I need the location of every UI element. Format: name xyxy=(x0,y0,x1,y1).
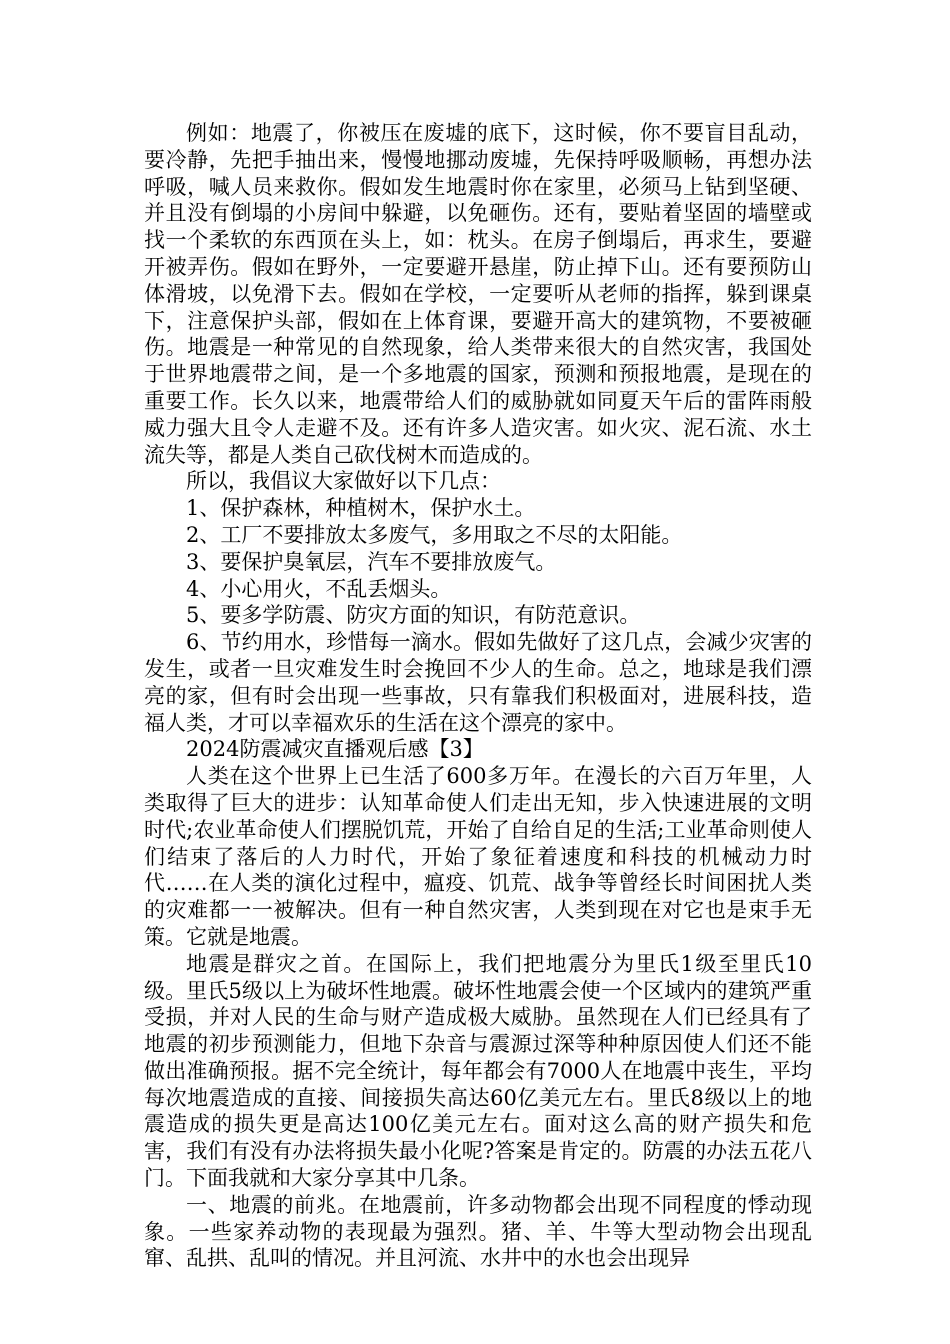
document-body xyxy=(144,120,812,1272)
paragraph-proposal-intro: 所以，我倡议大家做好以下几点： xyxy=(186,469,501,494)
list-item-3: 3、要保护臭氧层，汽车不要排放废气。 xyxy=(186,549,557,574)
list-item-5: 5、要多学防震、防灾方面的知识，有防范意识。 xyxy=(186,603,641,628)
section-heading: 2024防震减灾直播观后感【3】 xyxy=(186,737,484,762)
paragraph-earthquake-advice: 例如：地震了，你被压在废墟的底下，这时候，你不要盲目乱动，要冷静，先把手抽出来，慢慢地挪动废墟，先保持呼吸顺畅，再想办法呼吸，喊人员来救你。假如发生地震时你在家里，必须马上钻到坚硬、并且没有倒塌的小房间中躲避，以免砸伤。还有，要贴着坚固的墙壁或找一个柔软的东西顶在头上，如：枕头。在房子倒塌后，再求生，要避开被弄伤。假如在野外，一定要避开悬崖，防止掉下山。还有要预防山体滑坡，以免滑下去。假如在学校，一定要听从老师的指挥，躲到课桌下，注意保护头部，假如在上体育课，要避开高大的建筑物，不要被砸伤。地震是一种常见的自然现象，给人类带来很大的自然灾害，我国处于世界地震带之间，是一个多地震的国家，预测和预报地震，是现在的重要工作。长久以来，地震带给人们的威胁就如同夏天午后的雷阵雨般威力强大且令人走避不及。还有许多人造灾害。如火灾、泥石流、水土流失等，都是人类自己砍伐树木而造成的。 xyxy=(144,121,812,467)
paragraph-human-history: 人类在这个世界上已生活了600多万年。在漫长的六百万年里，人类取得了巨大的进步：认知革命使人们走出无知，步入快速进展的文明时代;农业革命使人们摆脱饥荒，开始了自给自足的生活;工业革命则使人们结束了落后的人力时代，开始了象征着速度和科技的机械动力时代……在人类的演化过程中，瘟疫、饥荒、战争等曾经长时间困扰人类的灾难都一一被解决。但有一种自然灾害，人类到现在对它也是束手无策。它就是地震。 xyxy=(144,764,812,949)
list-item-4: 4、小心用火，不乱丢烟头。 xyxy=(186,576,452,601)
paragraph-earthquake-scale: 地震是群灾之首。在国际上，我们把地震分为里氏1级至里氏10级。里氏5级以上为破坏性地震。破坏性地震会使一个区域内的建筑严重受损，并对人民的生命与财产造成极大威胁。虽然现在人们已经具有了地震的初步预测能力，但地下杂音与震源过深等种种原因使人们还不能做出准确预报。据不完全统计，每年都会有7000人在地震中丧生，平均每次地震造成的直接、间接损失高达60亿美元左右。里氏8级以上的地震造成的损失更是高达100亿美元左右。面对这么高的财产损失和危害，我们有没有办法将损失最小化呢?答案是肯定的。防震的办法五花八门。下面我就和大家分享其中几条。 xyxy=(144,951,812,1191)
paragraph-earthquake-precursors: 一、地震的前兆。在地震前，许多动物都会出现不同程度的悸动现象。一些家养动物的表现最为强烈。猪、羊、牛等大型动物会出现乱窜、乱拱、乱叫的情况。并且河流、水井中的水也会出现异 xyxy=(144,1192,812,1271)
list-item-1: 1、保护森林，种植树木，保护水土。 xyxy=(186,496,536,521)
list-item-2: 2、工厂不要排放太多废气，多用取之不尽的太阳能。 xyxy=(186,522,683,547)
list-item-6: 6、节约用水，珍惜每一滴水。假如先做好了这几点，会减少灾害的发生，或者一旦灾难发生时会挽回不少人的生命。总之，地球是我们漂亮的家，但有时会出现一些事故，只有靠我们积极面对，进展科技，造福人类，才可以幸福欢乐的生活在这个漂亮的家中。 xyxy=(144,630,812,735)
